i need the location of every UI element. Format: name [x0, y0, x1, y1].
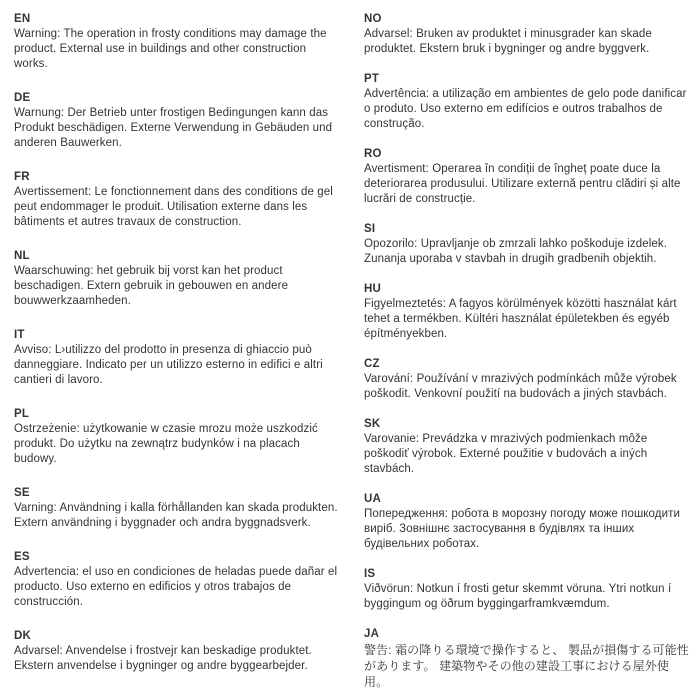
- language-code: RO: [364, 148, 382, 160]
- language-section-sk: [364, 417, 690, 477]
- language-section-dk: [14, 629, 340, 674]
- language-code: NO: [364, 13, 382, 25]
- left-column: [14, 12, 340, 700]
- warning-text: Opozorilo: Upravljanje ob zmrzali lahko poškoduje izdelek. Zunanja uporaba v stavbah in drugih gradbenih objektih.: [364, 238, 668, 265]
- right-column: [364, 12, 690, 700]
- language-section-ua: [364, 492, 690, 552]
- warning-text: Warning: The operation in frosty conditions may damage the product. External use in buildings and other construction works.: [14, 28, 327, 70]
- language-section-si: [364, 222, 690, 267]
- language-code: HU: [364, 283, 382, 295]
- language-section-is: [364, 567, 690, 612]
- language-code: ES: [14, 551, 30, 563]
- language-section-pt: [364, 72, 690, 132]
- warning-text: Ostrzeżenie: użytkowanie w czasie mrozu może uszkodzić produkt. Do użytku na zewnątrz budynków i na placach budowy.: [14, 423, 318, 465]
- warning-text: Varovanie: Prevádzka v mrazivých podmienkach môže poškodiť výrobok. Externé použitie v budovách a iných stavbách.: [364, 433, 648, 475]
- language-code: JA: [364, 628, 380, 640]
- warning-text: Avertisment: Operarea în condiții de îngheț poate duce la deteriorarea produsului. Utilizare externă pentru clădiri și alte lucrări de construcție.: [364, 163, 681, 205]
- language-code: CZ: [364, 358, 380, 370]
- warning-text: Figyelmeztetés: A fagyos körülmények közötti használat kárt tehet a termékben. Kültéri használat épületekben és egyéb építményekben.: [364, 298, 677, 340]
- language-section-it: [14, 328, 340, 388]
- language-section-es: [14, 550, 340, 610]
- language-section-pl: [14, 407, 340, 467]
- warning-text: Viðvörun: Notkun í frosti getur skemmt vöruna. Ytri notkun í byggingum og öðrum byggingarframkvæmdum.: [364, 583, 672, 610]
- language-code: FR: [14, 171, 30, 183]
- language-code: IT: [14, 329, 25, 341]
- language-code: PL: [14, 408, 30, 420]
- language-code: DK: [14, 630, 32, 642]
- language-section-en: [14, 12, 340, 72]
- language-section-se: [14, 486, 340, 531]
- warning-text: Warnung: Der Betrieb unter frostigen Bedingungen kann das Produkt beschädigen. Externe Verwendung in Gebäuden und anderen Bauwerken.: [14, 107, 333, 149]
- language-section-hu: [364, 282, 690, 342]
- language-section-fr: [14, 170, 340, 230]
- language-section-nl: [14, 249, 340, 309]
- warning-text: Advarsel: Bruken av produktet i minusgrader kan skade produktet. Ekstern bruk i bygninger og andre byggverk.: [364, 28, 652, 55]
- warning-text: Advertencia: el uso en condiciones de heladas puede dañar el producto. Uso externo en edificios y otros trabajos de construcción.: [14, 566, 338, 608]
- language-code: SI: [364, 223, 376, 235]
- warning-text: Avviso: L›utilizzo del prodotto in presenza di ghiaccio può danneggiare. Indicato per un utilizzo esterno in edifici e altri cantieri di lavoro.: [14, 344, 323, 386]
- warning-text: Varning: Användning i kalla förhållanden kan skada produkten. Extern användning i byggnader och andra byggnadsverk.: [14, 502, 338, 529]
- language-code: IS: [364, 568, 376, 580]
- language-code: SE: [14, 487, 30, 499]
- language-code: EN: [14, 13, 31, 25]
- language-code: DE: [14, 92, 31, 104]
- language-section-de: [14, 91, 340, 151]
- language-code: NL: [14, 250, 30, 262]
- language-section-ja: [364, 627, 690, 690]
- warning-text: Попередження: робота в морозну погоду може пошкодити виріб. Зовнішнє застосування в будівлях та інших будівельних роботах.: [364, 508, 681, 550]
- warning-text: Advarsel: Anvendelse i frostvejr kan beskadige produktet. Ekstern anvendelse i bygninger og andre byggearbejder.: [14, 645, 312, 672]
- language-section-cz: [364, 357, 690, 402]
- warning-text: Avertissement: Le fonctionnement dans des conditions de gel peut endommager le produit. Utilisation externe dans les bâtiments et autres travaux de construction.: [14, 186, 333, 228]
- warning-text: Waarschuwing: het gebruik bij vorst kan het product beschadigen. Extern gebruik in gebouwen en andere bouwwerkzaamheden.: [14, 265, 289, 307]
- language-code: PT: [364, 73, 380, 85]
- language-section-no: [364, 12, 690, 57]
- language-code: UA: [364, 493, 382, 505]
- warning-text: 警告: 霜の降りる環境で操作すると、 製品が損傷する可能性があります。 建築物やその他の建設工事における屋外使用。: [364, 643, 689, 689]
- warning-text: Varování: Používání v mrazivých podmínkách může výrobek poškodit. Venkovní použití na budovách a jiných stavbách.: [364, 373, 677, 400]
- language-section-ro: [364, 147, 690, 207]
- warning-text: Advertência: a utilização em ambientes de gelo pode danificar o produto. Uso externo em edifícios e outros trabalhos de construção.: [364, 88, 687, 130]
- language-code: SK: [364, 418, 381, 430]
